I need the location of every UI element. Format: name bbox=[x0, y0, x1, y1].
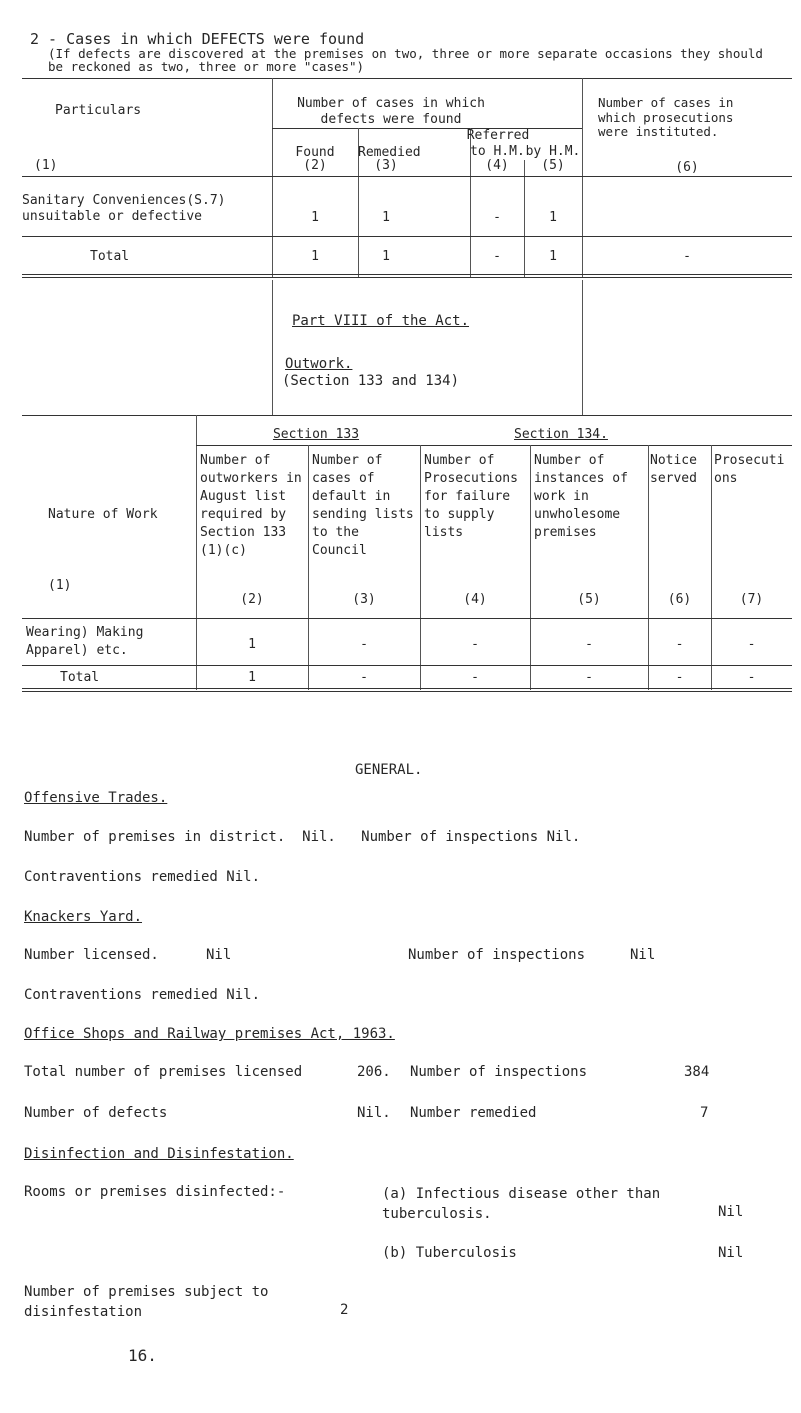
col-found-num: (2) bbox=[303, 158, 327, 173]
row-remedied: 1 bbox=[382, 210, 390, 225]
outwork-row-c3: - bbox=[360, 637, 368, 652]
general-title: GENERAL. bbox=[355, 762, 423, 778]
rooms-b-value: Nil bbox=[718, 1245, 744, 1261]
outwork-row-c4: - bbox=[471, 637, 479, 652]
page-number: 16. bbox=[128, 1346, 157, 1365]
total-remedied: 1 bbox=[382, 249, 390, 264]
cases-group-header: Number of cases in which defects were found bbox=[297, 96, 485, 127]
col-remedied-num: (3) bbox=[374, 158, 398, 173]
knackers-inspections-label: Number of inspections bbox=[408, 947, 586, 963]
col-default-num: (3) bbox=[352, 592, 376, 607]
knackers-licensed-value: Nil bbox=[206, 947, 232, 963]
outwork-total-c2: 1 bbox=[248, 670, 256, 685]
col-particulars-num: (1) bbox=[34, 158, 58, 173]
outwork-total-label: Total bbox=[60, 670, 100, 685]
office-shops-heading: Office Shops and Railway premises Act, 1963. bbox=[24, 1026, 395, 1042]
col-prosecutions-lists-num: (4) bbox=[463, 592, 487, 607]
offensive-trades-heading: Offensive Trades. bbox=[24, 790, 168, 806]
offensive-contraventions: Contraventions remedied Nil. bbox=[24, 869, 261, 885]
col-notice-header: Notice served bbox=[650, 453, 697, 486]
outwork-sections: (Section 133 and 134) bbox=[282, 373, 460, 389]
col-by-hm-header: by H.M. bbox=[525, 144, 581, 159]
outwork-row-nature: Wearing) Making Apparel) etc. bbox=[26, 625, 144, 658]
disinfestation-value: 2 bbox=[340, 1302, 349, 1318]
page-title: 2 - Cases in which DEFECTS were found bbox=[30, 30, 365, 48]
col-nature-num: (1) bbox=[48, 578, 72, 593]
col-found-header: Found bbox=[295, 145, 335, 160]
col-nature-header: Nature of Work bbox=[48, 507, 158, 522]
rooms-a-value: Nil bbox=[718, 1204, 744, 1220]
col-prosecutions-num: (6) bbox=[675, 160, 699, 175]
outwork-part-title: Part VIII of the Act. bbox=[292, 313, 470, 329]
total-prosecutions: - bbox=[683, 249, 691, 264]
knackers-heading: Knackers Yard. bbox=[24, 909, 143, 925]
row-by-hm: 1 bbox=[549, 210, 557, 225]
page-subtitle: (If defects are discovered at the premises on two, three or more separate occasions they should be reckoned as two, three or more "cases") bbox=[48, 46, 763, 74]
col-prosecutions-header: Number of cases in which prosecutions were instituted. bbox=[598, 95, 734, 139]
col-prosecutions7-num: (7) bbox=[739, 592, 764, 607]
col-remedied-header: Remedied bbox=[358, 145, 421, 160]
total-found: 1 bbox=[311, 249, 319, 264]
outwork-total-c6: - bbox=[675, 670, 684, 685]
col-referred-header: Referred bbox=[466, 128, 530, 143]
total-to-hm: - bbox=[493, 249, 501, 264]
osr-defects-value: Nil. bbox=[357, 1105, 391, 1121]
knackers-contraventions: Contraventions remedied Nil. bbox=[24, 987, 261, 1003]
col-notice-num: (6) bbox=[667, 592, 692, 607]
outwork-total-c4: - bbox=[471, 670, 479, 685]
outwork-total-c3: - bbox=[360, 670, 368, 685]
outwork-row-c6: - bbox=[675, 637, 684, 652]
col-prosecutions-lists-header: Number of Prosecutions for failure to supply lists bbox=[424, 453, 518, 540]
outwork-subtitle: Outwork. bbox=[285, 356, 353, 372]
outwork-total-c5: - bbox=[585, 670, 593, 685]
row-found: 1 bbox=[311, 210, 319, 225]
row-particulars: Sanitary Conveniences(S.7) unsuitable or defective bbox=[22, 193, 226, 224]
col-outworkers-header: Number of outworkers in August list required by Section 133 (1)(c) bbox=[200, 453, 302, 558]
rooms-a-text: (a) Infectious disease other than tuberculosis. bbox=[382, 1186, 661, 1222]
osr-inspections-value: 384 bbox=[684, 1064, 710, 1080]
osr-remedied-value: 7 bbox=[700, 1105, 709, 1121]
outwork-row-c2: 1 bbox=[248, 637, 256, 652]
knackers-licensed-label: Number licensed. bbox=[24, 947, 159, 963]
rooms-b-text: (b) Tuberculosis bbox=[382, 1245, 517, 1261]
section-134-header: Section 134. bbox=[514, 427, 608, 442]
disinfection-heading: Disinfection and Disinfestation. bbox=[24, 1146, 294, 1162]
col-particulars-header: Particulars bbox=[55, 103, 142, 118]
total-by-hm: 1 bbox=[549, 249, 557, 264]
col-to-hm-header: to H.M. bbox=[470, 144, 525, 159]
outwork-total-c7: - bbox=[747, 670, 756, 685]
offensive-premises-line: Number of premises in district. Nil. Number of inspections Nil. bbox=[24, 829, 581, 845]
col-by-hm-num: (5) bbox=[541, 158, 565, 173]
section-133-header: Section 133 bbox=[272, 427, 360, 442]
col-unwholesome-num: (5) bbox=[577, 592, 601, 607]
knackers-inspections-value: Nil bbox=[630, 947, 656, 963]
total-label: Total bbox=[90, 249, 130, 264]
col-default-header: Number of cases of default in sending lists to the Council bbox=[312, 453, 414, 558]
col-outworkers-num: (2) bbox=[240, 592, 264, 607]
outwork-row-c5: - bbox=[585, 637, 593, 652]
col-unwholesome-header: Number of instances of work in unwholesome premises bbox=[534, 453, 628, 540]
col-to-hm-num: (4) bbox=[485, 158, 509, 173]
rooms-label: Rooms or premises disinfected:- bbox=[24, 1184, 286, 1200]
osr-inspections-label: Number of inspections bbox=[410, 1064, 588, 1080]
row-to-hm: - bbox=[493, 210, 501, 225]
osr-total-premises-value: 206. bbox=[357, 1064, 391, 1080]
osr-defects-label: Number of defects bbox=[24, 1105, 168, 1121]
osr-remedied-label: Number remedied bbox=[410, 1105, 537, 1121]
disinfestation-label: Number of premises subject to disinfestation bbox=[24, 1284, 269, 1320]
osr-total-premises-label: Total number of premises licensed bbox=[24, 1064, 303, 1080]
col-prosecutions7-header: Prosecutions bbox=[714, 453, 785, 486]
outwork-row-c7: - bbox=[747, 637, 756, 652]
